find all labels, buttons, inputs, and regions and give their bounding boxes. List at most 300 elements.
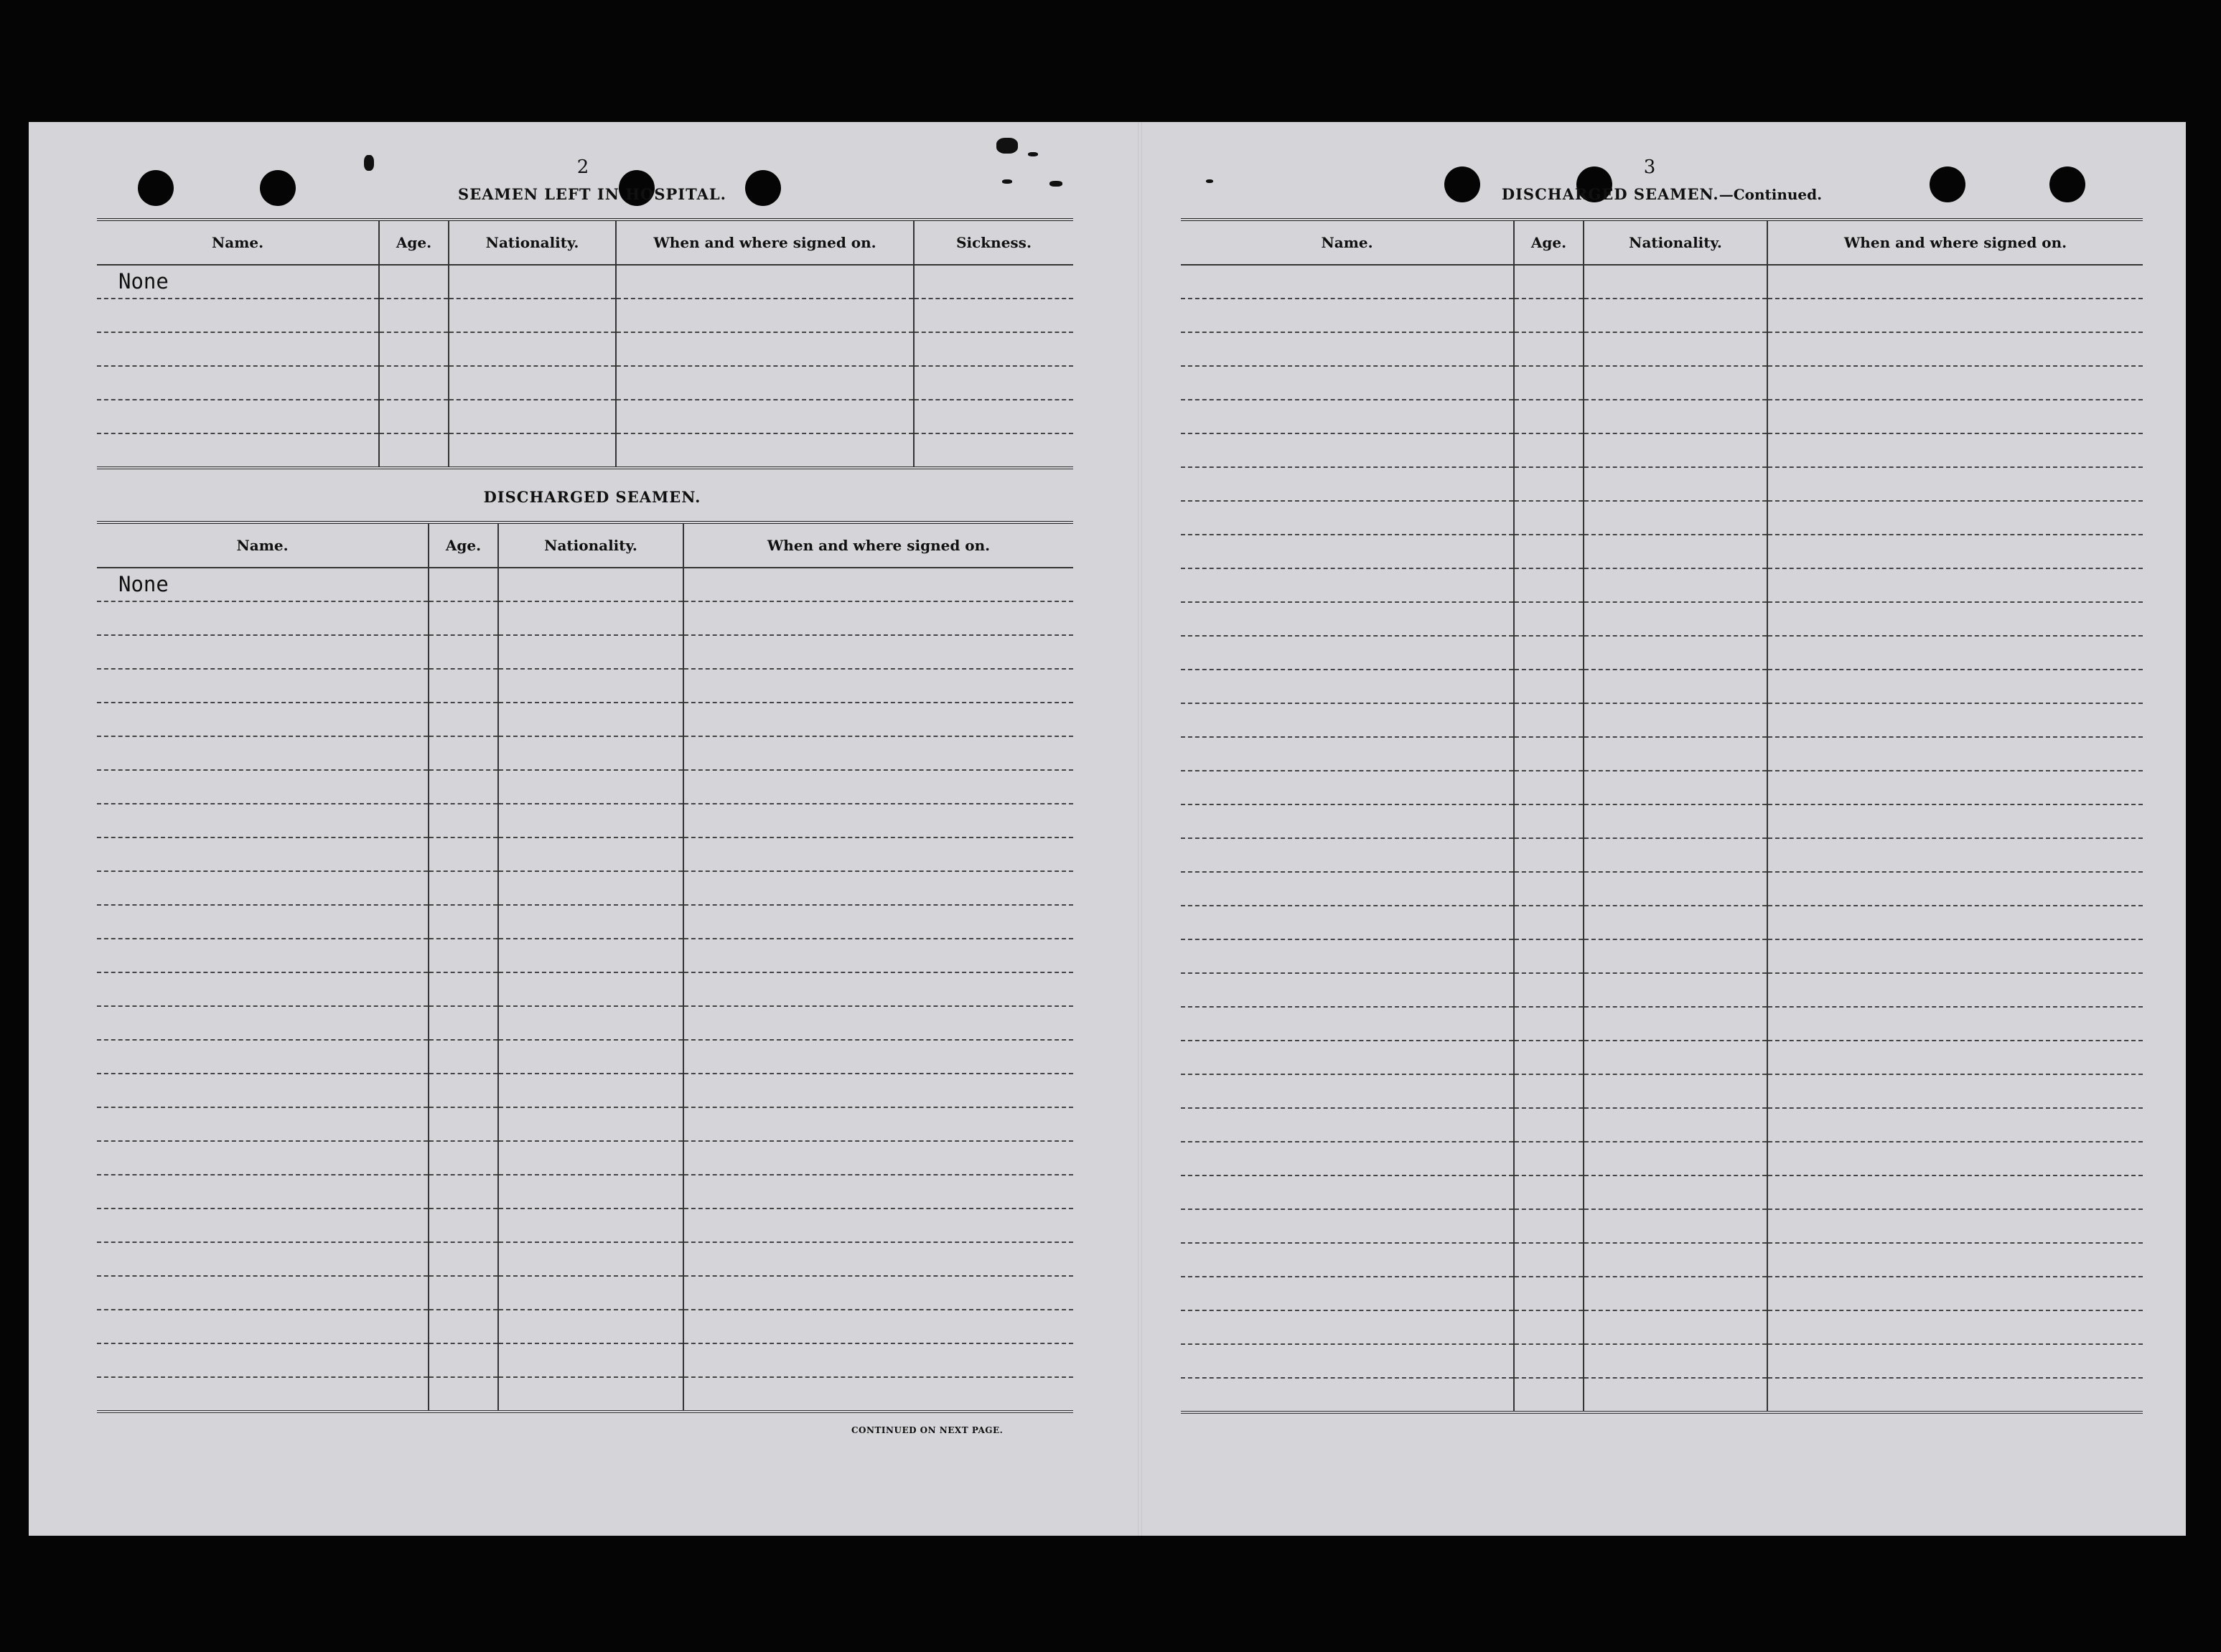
column-header-name: Name. — [97, 220, 379, 265]
center-fold — [1138, 122, 1142, 1536]
table-row — [1181, 535, 2143, 568]
table-cell — [1767, 670, 2143, 703]
table-row — [1181, 1007, 2143, 1041]
table-cell — [1767, 1310, 2143, 1344]
table-cell — [1767, 1175, 2143, 1209]
table-cell — [1181, 400, 1514, 433]
table-cell — [1767, 636, 2143, 670]
table-cell — [429, 770, 498, 804]
table-row — [1181, 1041, 2143, 1074]
table-cell — [1584, 1310, 1767, 1344]
table-row — [1181, 467, 2143, 501]
table-cell — [97, 601, 429, 635]
table-cell — [1514, 568, 1584, 602]
table-cell — [449, 366, 616, 400]
table-row — [97, 332, 1073, 366]
table-row — [1181, 771, 2143, 804]
table-cell — [97, 1377, 429, 1412]
column-header-sickness: Sickness. — [914, 220, 1073, 265]
table-cell — [1514, 332, 1584, 366]
name-entry: None — [118, 269, 169, 294]
table-cell — [429, 905, 498, 939]
table-cell — [1767, 737, 2143, 771]
table-row — [1181, 670, 2143, 703]
table-cell — [683, 1377, 1073, 1412]
table-cell — [616, 433, 914, 468]
table-cell — [1584, 838, 1767, 872]
table-cell — [97, 736, 429, 770]
page-number-left: 2 — [576, 156, 589, 178]
table-row — [97, 1343, 1073, 1377]
table-cell — [1514, 1344, 1584, 1378]
table-cell — [1584, 804, 1767, 838]
hospital-table — [97, 218, 1073, 469]
table-cell — [498, 1074, 683, 1107]
table-cell — [914, 433, 1073, 468]
table-cell — [449, 400, 616, 433]
table-cell — [97, 1175, 429, 1209]
table-cell — [1584, 1378, 1767, 1412]
table-cell — [97, 1006, 429, 1040]
table-cell — [429, 837, 498, 871]
table-cell — [683, 1040, 1073, 1074]
table-cell — [1181, 939, 1514, 973]
table-cell — [914, 400, 1073, 433]
table-cell — [1514, 939, 1584, 973]
table-cell — [498, 770, 683, 804]
table-cell — [1514, 1378, 1584, 1412]
table-cell — [1767, 299, 2143, 332]
table-cell — [449, 332, 616, 366]
table-row — [97, 568, 1073, 601]
table-cell — [429, 1310, 498, 1343]
table-cell — [1584, 1041, 1767, 1074]
table-cell — [498, 736, 683, 770]
table-cell — [498, 1242, 683, 1276]
table-cell — [1181, 467, 1514, 501]
discharged-continued-table — [1181, 218, 2143, 1414]
table-cell — [97, 669, 429, 703]
table-cell — [1584, 1175, 1767, 1209]
table-row — [1181, 299, 2143, 332]
table-row — [97, 1209, 1073, 1242]
table-cell — [1767, 501, 2143, 535]
table-row — [97, 837, 1073, 871]
table-cell — [429, 1242, 498, 1276]
table-cell — [1767, 1041, 2143, 1074]
table-cell — [1584, 872, 1767, 906]
table-cell — [1767, 872, 2143, 906]
hospital-section-title: SEAMEN LEFT IN HOSPITAL. — [458, 185, 726, 203]
table-cell — [1514, 535, 1584, 568]
table-cell — [1584, 265, 1767, 299]
table-cell — [1181, 1277, 1514, 1310]
table-cell — [1514, 433, 1584, 467]
table-cell — [1514, 299, 1584, 332]
table-cell — [1181, 872, 1514, 906]
table-cell — [97, 332, 379, 366]
table-row — [1181, 804, 2143, 838]
table-cell — [498, 1040, 683, 1074]
table-cell — [97, 568, 429, 601]
table-cell — [1514, 467, 1584, 501]
table-cell — [429, 1040, 498, 1074]
table-cell — [1767, 400, 2143, 433]
table-cell — [1584, 332, 1767, 366]
table-cell — [1584, 501, 1767, 535]
table-cell — [97, 299, 379, 332]
table-cell — [1181, 1243, 1514, 1277]
table-cell — [683, 1242, 1073, 1276]
table-cell — [1181, 804, 1514, 838]
section-title-suffix: —Continued. — [1719, 186, 1823, 203]
table-row — [97, 1107, 1073, 1141]
table-row — [97, 299, 1073, 332]
table-cell — [1181, 703, 1514, 737]
table-cell — [1767, 1243, 2143, 1277]
table-cell — [1584, 467, 1767, 501]
table-cell — [429, 1107, 498, 1141]
table-cell — [97, 265, 379, 299]
table-cell — [1767, 1344, 2143, 1378]
table-cell — [1584, 636, 1767, 670]
table-row — [97, 1310, 1073, 1343]
table-cell — [1584, 1277, 1767, 1310]
table-row — [97, 1242, 1073, 1276]
table-cell — [1514, 501, 1584, 535]
table-cell — [379, 433, 449, 468]
table-cell — [683, 635, 1073, 669]
table-cell — [1767, 535, 2143, 568]
column-header-nationality: Nationality. — [449, 220, 616, 265]
table-cell — [683, 1209, 1073, 1242]
table-cell — [1584, 1344, 1767, 1378]
table-row — [97, 1377, 1073, 1412]
table-cell — [683, 1310, 1073, 1343]
table-cell — [97, 939, 429, 972]
table-cell — [1584, 1243, 1767, 1277]
table-cell — [1514, 771, 1584, 804]
table-cell — [1767, 1142, 2143, 1175]
table-cell — [1181, 1108, 1514, 1142]
table-row — [97, 736, 1073, 770]
ink-speck — [996, 138, 1018, 154]
table-cell — [683, 871, 1073, 905]
table-cell — [97, 804, 429, 837]
column-header-nationality: Nationality. — [1584, 220, 1767, 265]
table-row — [97, 1006, 1073, 1040]
table-cell — [1584, 1142, 1767, 1175]
table-cell — [1514, 400, 1584, 433]
table-cell — [498, 1310, 683, 1343]
table-cell — [1584, 939, 1767, 973]
table-row — [97, 972, 1073, 1006]
table-cell — [1514, 1209, 1584, 1243]
table-cell — [498, 568, 683, 601]
table-cell — [429, 601, 498, 635]
table-cell — [449, 299, 616, 332]
table-cell — [1514, 1108, 1584, 1142]
table-cell — [914, 299, 1073, 332]
table-cell — [429, 635, 498, 669]
table-cell — [1767, 771, 2143, 804]
table-cell — [1181, 535, 1514, 568]
table-cell — [1767, 1378, 2143, 1412]
table-cell — [1584, 670, 1767, 703]
table-cell — [616, 366, 914, 400]
table-cell — [1584, 433, 1767, 467]
table-cell — [683, 601, 1073, 635]
column-header-name: Name. — [97, 522, 429, 568]
table-cell — [1514, 1310, 1584, 1344]
table-cell — [1767, 467, 2143, 501]
table-cell — [1181, 838, 1514, 872]
table-cell — [1181, 1074, 1514, 1108]
continued-section-title — [1177, 185, 2146, 203]
table-row — [1181, 636, 2143, 670]
table-cell — [1514, 906, 1584, 939]
table-cell — [97, 972, 429, 1006]
table-cell — [97, 1242, 429, 1276]
table-cell — [683, 905, 1073, 939]
table-cell — [914, 366, 1073, 400]
column-header-nationality: Nationality. — [498, 522, 683, 568]
table-cell — [1584, 703, 1767, 737]
table-cell — [498, 871, 683, 905]
table-row — [97, 905, 1073, 939]
table-row — [1181, 1108, 2143, 1142]
table-cell — [1767, 265, 2143, 299]
table-row — [1181, 332, 2143, 366]
table-row — [97, 601, 1073, 635]
table-cell — [1767, 433, 2143, 467]
table-cell — [498, 1343, 683, 1377]
table-row — [97, 804, 1073, 837]
table-cell — [1514, 973, 1584, 1007]
table-row — [97, 1276, 1073, 1310]
table-row — [1181, 1074, 2143, 1108]
page-number-right: 3 — [1643, 156, 1656, 178]
table-cell — [1181, 1209, 1514, 1243]
discharged-section-title: DISCHARGED SEAMEN. — [483, 488, 701, 506]
table-cell — [1514, 1243, 1584, 1277]
table-cell — [1514, 838, 1584, 872]
table-row — [97, 366, 1073, 400]
table-cell — [379, 366, 449, 400]
table-cell — [498, 804, 683, 837]
table-row — [1181, 1175, 2143, 1209]
table-cell — [1584, 973, 1767, 1007]
table-row — [1181, 568, 2143, 602]
column-header-signed-on: When and where signed on. — [1767, 220, 2143, 265]
table-cell — [1181, 1344, 1514, 1378]
table-cell — [1767, 703, 2143, 737]
table-cell — [498, 1209, 683, 1242]
table-cell — [498, 1141, 683, 1175]
table-cell — [914, 332, 1073, 366]
table-cell — [498, 837, 683, 871]
table-cell — [498, 939, 683, 972]
table-cell — [683, 669, 1073, 703]
table-row — [1181, 265, 2143, 299]
table-cell — [379, 299, 449, 332]
table-cell — [429, 669, 498, 703]
table-cell — [683, 804, 1073, 837]
table-cell — [429, 804, 498, 837]
table-row — [97, 703, 1073, 736]
table-cell — [914, 265, 1073, 299]
table-cell — [498, 1276, 683, 1310]
table-cell — [1514, 602, 1584, 636]
table-cell — [1584, 906, 1767, 939]
ink-speck — [1206, 179, 1213, 183]
table-cell — [429, 1377, 498, 1412]
table-cell — [498, 1006, 683, 1040]
table-cell — [429, 1343, 498, 1377]
table-row — [1181, 1142, 2143, 1175]
table-cell — [1514, 265, 1584, 299]
table-row — [1181, 602, 2143, 636]
table-cell — [1767, 1108, 2143, 1142]
table-cell — [449, 433, 616, 468]
table-cell — [429, 1276, 498, 1310]
column-header-signed-on: When and where signed on. — [683, 522, 1073, 568]
table-row — [1181, 703, 2143, 737]
table-cell — [498, 905, 683, 939]
table-cell — [1181, 737, 1514, 771]
table-cell — [1767, 366, 2143, 400]
table-cell — [1181, 366, 1514, 400]
table-cell — [1767, 1007, 2143, 1041]
table-cell — [1767, 939, 2143, 973]
table-cell — [97, 433, 379, 468]
table-cell — [97, 1310, 429, 1343]
table-cell — [97, 1276, 429, 1310]
table-cell — [429, 1006, 498, 1040]
table-cell — [97, 1343, 429, 1377]
table-cell — [97, 366, 379, 400]
ink-speck — [1002, 179, 1012, 184]
table-cell — [1181, 906, 1514, 939]
table-cell — [683, 1343, 1073, 1377]
table-cell — [1514, 1074, 1584, 1108]
table-cell — [616, 265, 914, 299]
table-cell — [429, 1209, 498, 1242]
ink-speck — [1028, 152, 1038, 156]
table-cell — [1514, 737, 1584, 771]
table-cell — [1584, 737, 1767, 771]
column-header-age: Age. — [1514, 220, 1584, 265]
table-cell — [1584, 535, 1767, 568]
table-cell — [429, 939, 498, 972]
table-cell — [1181, 636, 1514, 670]
table-row — [1181, 1310, 2143, 1344]
table-cell — [1514, 1175, 1584, 1209]
table-cell — [683, 703, 1073, 736]
table-cell — [1514, 1277, 1584, 1310]
table-cell — [97, 400, 379, 433]
table-cell — [1584, 1074, 1767, 1108]
column-header-name: Name. — [1181, 220, 1514, 265]
table-cell — [429, 1175, 498, 1209]
table-row — [1181, 501, 2143, 535]
table-row — [97, 265, 1073, 299]
table-cell — [1514, 366, 1584, 400]
table-cell — [616, 332, 914, 366]
table-cell — [683, 1074, 1073, 1107]
column-header-age: Age. — [379, 220, 449, 265]
table-cell — [498, 1377, 683, 1412]
table-cell — [1181, 501, 1514, 535]
table-row — [1181, 906, 2143, 939]
table-row — [97, 635, 1073, 669]
table-cell — [429, 736, 498, 770]
table-cell — [683, 837, 1073, 871]
table-cell — [429, 871, 498, 905]
table-row — [1181, 838, 2143, 872]
table-cell — [1514, 872, 1584, 906]
table-cell — [1767, 838, 2143, 872]
table-cell — [1181, 602, 1514, 636]
table-cell — [1181, 299, 1514, 332]
table-cell — [683, 939, 1073, 972]
table-cell — [97, 905, 429, 939]
continued-note: CONTINUED ON NEXT PAGE. — [851, 1425, 1004, 1435]
table-cell — [1514, 1041, 1584, 1074]
table-cell — [1514, 804, 1584, 838]
table-cell — [1181, 265, 1514, 299]
table-row — [1181, 1243, 2143, 1277]
table-row — [1181, 1378, 2143, 1412]
table-cell — [1514, 1007, 1584, 1041]
table-cell — [429, 568, 498, 601]
table-cell — [429, 703, 498, 736]
table-row — [1181, 1277, 2143, 1310]
table-cell — [97, 837, 429, 871]
table-cell — [1767, 332, 2143, 366]
table-cell — [498, 635, 683, 669]
table-cell — [1584, 771, 1767, 804]
table-cell — [1514, 670, 1584, 703]
table-cell — [1584, 602, 1767, 636]
table-row — [97, 939, 1073, 972]
table-cell — [1181, 568, 1514, 602]
ink-speck — [364, 155, 374, 171]
table-cell — [498, 601, 683, 635]
table-cell — [683, 736, 1073, 770]
table-row — [97, 770, 1073, 804]
table-row — [1181, 400, 2143, 433]
table-cell — [97, 770, 429, 804]
table-row — [1181, 366, 2143, 400]
table-cell — [1584, 366, 1767, 400]
table-cell — [429, 972, 498, 1006]
table-cell — [1181, 1041, 1514, 1074]
table-cell — [498, 1175, 683, 1209]
table-cell — [97, 1107, 429, 1141]
table-row — [97, 433, 1073, 468]
table-cell — [1181, 1142, 1514, 1175]
table-cell — [97, 871, 429, 905]
discharged-table — [97, 521, 1073, 1413]
table-cell — [97, 703, 429, 736]
table-row — [1181, 872, 2143, 906]
table-cell — [498, 972, 683, 1006]
table-cell — [1767, 906, 2143, 939]
table-cell — [97, 1074, 429, 1107]
table-cell — [1767, 804, 2143, 838]
column-header-age: Age. — [429, 522, 498, 568]
